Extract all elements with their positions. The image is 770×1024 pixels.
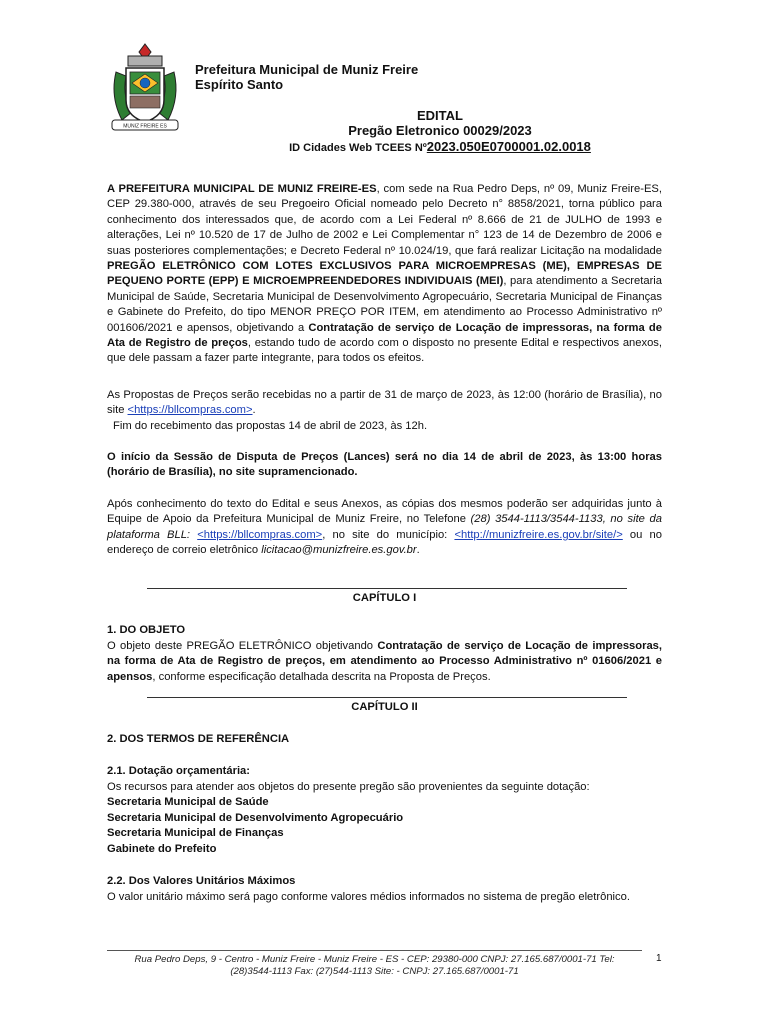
intro-object: Contratação de serviço de Locação de impressoras, na forma de Ata de Registro de preços — [107, 321, 662, 350]
copies-period: . — [416, 544, 420, 557]
footer — [107, 954, 642, 978]
section-2-1-heading: 2.1. Dotação orçamentária: — [107, 765, 251, 777]
session-paragraph — [107, 450, 662, 481]
dotacao-intro: Os recursos para atender aos objetos do presente pregão são provenientes da seguinte dotação: — [107, 781, 590, 793]
chapter-2-title: CAPÍTULO II — [351, 701, 418, 713]
state-name: Espírito Santo — [195, 77, 284, 92]
chapter-1-title: CAPÍTULO I — [352, 592, 417, 604]
copies-phone: (28) 3544-1113/3544-1133, no site da plataforma BLL: — [107, 513, 662, 541]
dotacao-item: Secretaria Municipal de Finanças — [107, 827, 284, 840]
pregao-number: Pregão Eletronico 00029/2023 — [348, 123, 532, 138]
intro-paragraph — [107, 182, 662, 367]
tcees-id — [180, 139, 700, 156]
copies-text-3: ou no endereço de correio eletrônico — [107, 528, 662, 557]
copies-text-2: , no site do município: — [322, 528, 455, 541]
tcees-id-label: ID Cidades Web TCEES Nº — [289, 142, 427, 154]
section-1-heading: 1. DO OBJETO — [107, 624, 186, 636]
section-2-2-heading: 2.2. Dos Valores Unitários Máximos — [107, 875, 296, 887]
copies-paragraph — [107, 497, 662, 559]
intro-text-3: , estando tudo de acordo com o disposto no presente Edital e respectivos anexos, que dele passam a fazer parte integrante, para todos os efeitos. — [107, 337, 662, 365]
intro-text-1: , com sede na Rua Pedro Deps, nº 09, Muniz Freire-ES, CEP 29.380-000, através de seu Pregoeiro Oficial nomeado pelo Decreto n° 8858/2021, torna público para conhecimento dos interessados que, de acordo com a Lei Federal nº 8.666 de 21 de JULHO de 1993 e alterações, Lei nº 10.520 de 17 de Julho de 2002 e Lei Complementar n° 123 de 14 de Dezembro de 2006 e suas posteriores complementações; e Decreto Federal nº 10.024/19, que fará realizar Licitação na modalidade — [107, 183, 662, 257]
divider — [147, 697, 627, 698]
municipality-site-link[interactable]: <http://munizfreire.es.gov.br/site/> — [454, 528, 623, 541]
object-text-1: O objeto deste PREGÃO ELETRÔNICO objetivando — [107, 640, 378, 652]
tcees-id-value: 2023.050E0700001.02.0018 — [426, 139, 591, 154]
proposals-paragraph — [107, 388, 662, 434]
object-text-2: , conforme especificação detalhada descrita na Proposta de Preços. — [152, 670, 491, 683]
letterhead — [195, 62, 418, 92]
proposals-period: . — [252, 404, 256, 417]
intro-text-2: , para atendimento a Secretaria Municipal de Saúde, Secretaria Municipal de Desenvolvimento Agropecuário, Secretaria Municipal de Finanças e Gabinete do Prefeito, do tipo MENOR PREÇO POR ITEM, em atendimento ao Processo Administrativo nº 001606/2021 e apensos, objetivando a — [107, 275, 662, 334]
edital-title: EDITAL — [417, 108, 463, 123]
email-address: licitacao@munizfreire.es.gov.br — [261, 544, 417, 557]
dotacao-item: Secretaria Municipal de Desenvolvimento Agropecuário — [107, 811, 404, 824]
dotacao-item: Secretaria Municipal de Saúde — [107, 796, 269, 809]
divider — [147, 588, 627, 589]
section-2-2-text — [107, 890, 662, 905]
section-2-heading: 2. DOS TERMOS DE REFERÊNCIA — [107, 733, 290, 745]
footer-divider — [107, 950, 642, 951]
bll-link-2[interactable]: <https://bllcompras.com> — [197, 528, 323, 541]
municipality-name: Prefeitura Municipal de Muniz Freire — [195, 62, 419, 77]
section-1-text — [107, 639, 662, 685]
municipal-crest-logo — [108, 42, 182, 134]
bll-link[interactable]: <https://bllcompras.com> — [127, 404, 253, 417]
footer-line-2: (28)3544-1113 Fax: (27)544-1113 Site: - CNPJ: 27.165.687/0001-71 — [230, 966, 519, 977]
copies-text-1: Após conhecimento do texto do Edital e seus Anexos, as cópias dos mesmos poderão ser adquiridas junto à Equipe de Apoio da Prefeitura Municipal de Muniz Freire, no Telefone — [107, 498, 662, 526]
dotacao-item: Gabinete do Prefeito — [107, 842, 217, 855]
crest-ribbon-text: MUNIZ FREIRE ES — [123, 123, 167, 130]
proposals-end-text: Fim do recebimento das propostas 14 de abril de 2023, às 12h. — [113, 419, 428, 432]
object-text-bold: Contratação de serviço de Locação de impressoras, na forma de Ata de Registro de preços, em atendimento ao Processo Administrativo nº 01606/2021 e apensos — [107, 640, 662, 683]
max-values-text: O valor unitário máximo será pago conforme valores médios informados no sistema de pregão eletrônico. — [107, 891, 630, 903]
intro-modality: PREGÃO ELETRÔNICO COM LOTES EXCLUSIVOS PARA MICROEMPRESAS (ME), EMPRESAS DE PEQUENO PORTE (EPP) E MICROEMPREENDEDORES INDIVIDUAIS (MEI) — [107, 260, 662, 288]
proposals-text: As Propostas de Preços serão recebidas no a partir de 31 de março de 2023, às 12:00 (horário de Brasília), no site — [107, 389, 662, 417]
section-2-1-text — [107, 780, 662, 857]
page-number: 1 — [656, 953, 662, 964]
intro-organization: A PREFEITURA MUNICIPAL DE MUNIZ FREIRE-ES — [107, 183, 377, 195]
session-text: O início da Sessão de Disputa de Preços (Lances) será no dia 14 de abril de 2023, às 13:00 horas (horário de Brasília), no site supramencionado. — [107, 451, 662, 479]
footer-line-1: Rua Pedro Deps, 9 - Centro - Muniz Freire - Muniz Freire - ES - CEP: 29380-000 CNPJ: 27.165.687/0001-71 Tel: — [134, 954, 615, 965]
document-title-block — [180, 108, 700, 156]
